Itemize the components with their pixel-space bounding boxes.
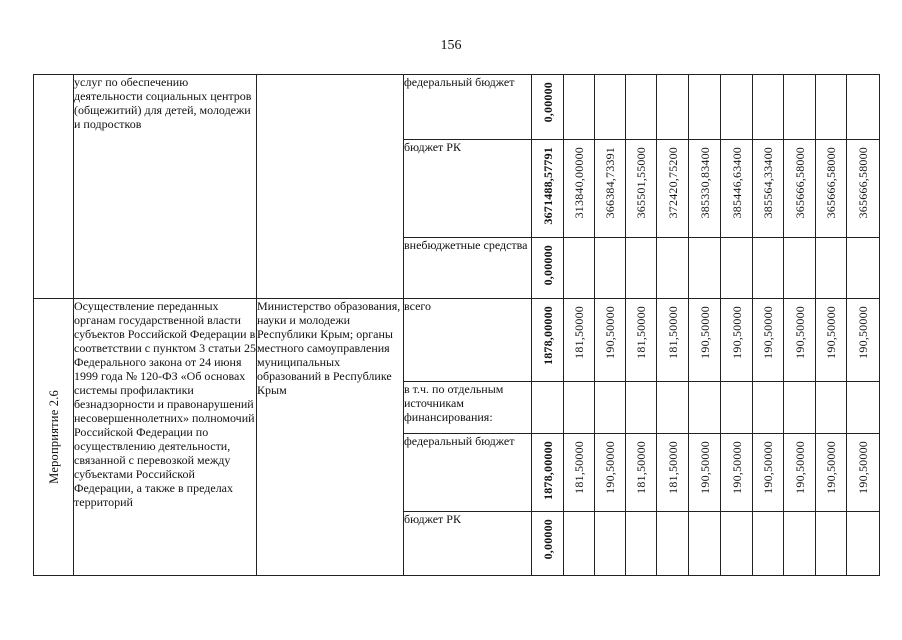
year-value: 190,50000 (697, 306, 712, 360)
source-total: 3671488,57791 (540, 147, 555, 225)
activity-label-cell-empty (34, 75, 74, 299)
year-value: 313840,00000 (572, 147, 586, 219)
funding-source-name: в т.ч. по отдельным источникам финансирования: (404, 381, 532, 433)
year-value: 190,50000 (729, 440, 744, 494)
source-total: 0,00000 (540, 82, 555, 123)
year-value: 365501,55000 (634, 147, 648, 219)
year-value: 190,50000 (792, 306, 807, 360)
year-value: 181,50000 (572, 306, 586, 360)
year-value: 181,50000 (572, 440, 586, 494)
activity-description: Осуществление переданных органам государственной власти субъектов Российской Федерации в соответствии с пунктом 3 статьи 25 Федерального закона от 24 июня 1999 года № 120-ФЗ «Об основах системы профилактики безнадзорности и правонарушений несовершеннолетних» полномочий Российской Федерации по осуществлению деятельности, связанной с перевозкой между субъектами Российской Федерации, а также в пределах территорий (74, 299, 257, 576)
year-value: 181,50000 (665, 440, 680, 494)
year-value: 385446,63400 (729, 147, 744, 219)
funding-source-name: бюджет РК (404, 511, 532, 575)
funding-source-name: федеральный бюджет (404, 75, 532, 140)
budget-table (33, 74, 880, 576)
year-value: 372420,75200 (665, 147, 680, 219)
year-value: 181,50000 (665, 306, 680, 360)
year-value: 385330,83400 (697, 147, 712, 219)
year-value: 190,50000 (856, 306, 870, 360)
year-value: 190,50000 (856, 440, 870, 494)
table-row (34, 75, 880, 140)
source-total: 1878,00000 (540, 440, 555, 500)
year-value: 181,50000 (634, 306, 648, 360)
year-value: 365666,58000 (856, 147, 870, 219)
year-value: 190,50000 (761, 440, 775, 494)
source-total: 1878,00000 (540, 306, 555, 366)
funding-source-name: федеральный бюджет (404, 433, 532, 511)
year-value: 181,50000 (634, 440, 648, 494)
year-value: 190,50000 (761, 306, 775, 360)
table-row (34, 299, 880, 381)
funding-source-name: бюджет РК (404, 140, 532, 238)
year-value: 366384,73391 (603, 147, 617, 219)
year-value: 190,50000 (603, 306, 617, 360)
source-total: 0,00000 (540, 518, 555, 560)
year-value: 190,50000 (729, 306, 744, 360)
year-value: 190,50000 (697, 440, 712, 494)
source-total: 0,00000 (540, 245, 555, 286)
activity-executor: Министерство образования, науки и молодежи Республики Крым; органы местного самоуправления муниципальных образований в Республике Крым (257, 299, 404, 576)
year-value: 190,50000 (792, 440, 807, 494)
page-number: 156 (440, 38, 462, 53)
funding-source-name: внебюджетные средства (404, 238, 532, 299)
year-value: 190,50000 (824, 306, 838, 360)
year-value: 190,50000 (603, 440, 617, 494)
activity-label-cell (34, 299, 74, 576)
activity-label: Мероприятие 2.6 (46, 390, 61, 485)
year-value: 365666,58000 (792, 147, 807, 219)
executor-cell-empty (257, 75, 404, 299)
year-value: 385564,33400 (761, 147, 775, 219)
year-value: 365666,58000 (824, 147, 838, 219)
year-value: 190,50000 (824, 440, 838, 494)
funding-source-name: всего (404, 299, 532, 381)
service-description: услуг по обеспечению деятельности социальных центров (общежитий) для детей, молодежи и подростков (74, 75, 257, 299)
